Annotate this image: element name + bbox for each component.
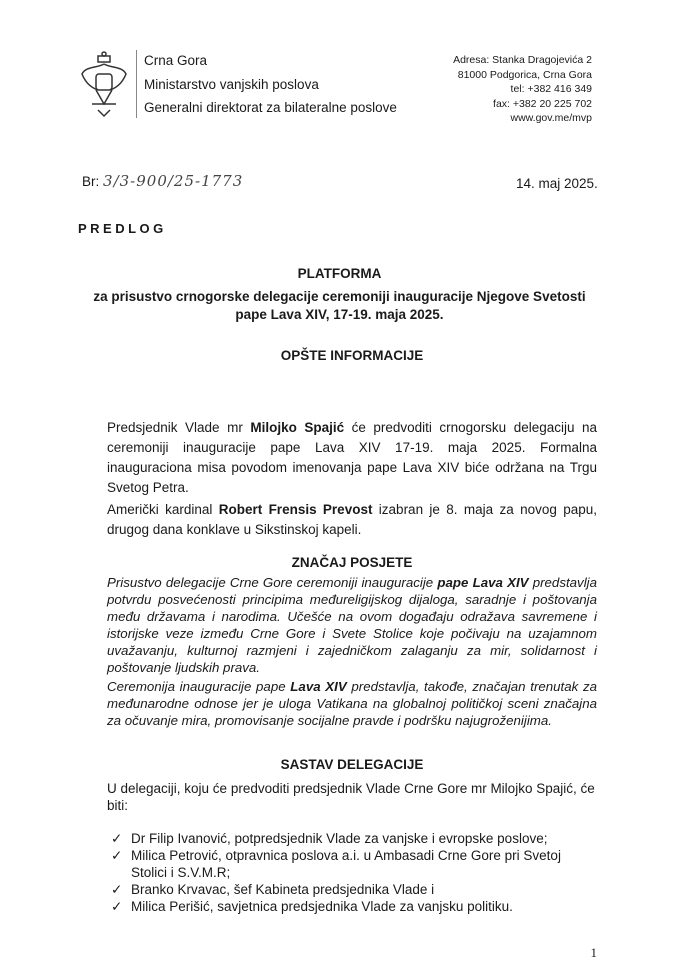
pope-name: Lava XIV bbox=[290, 679, 347, 694]
address-block bbox=[453, 53, 592, 126]
list-item bbox=[107, 830, 597, 847]
text: Prisustvo delegacije Crne Gore ceremoniji inauguracije bbox=[107, 575, 438, 590]
delegation-list bbox=[107, 830, 597, 915]
significance-paragraph-1 bbox=[107, 574, 597, 676]
checkmark-icon: ✓ bbox=[111, 899, 123, 914]
text: izabran je 8. maja za novog papu, drugog dana konklave u Sikstinskoj kapeli. bbox=[107, 502, 597, 537]
checkmark-icon: ✓ bbox=[111, 882, 123, 897]
document-date: 14. maj 2025. bbox=[516, 176, 598, 191]
handwritten-number: 3/3-900/25-1773 bbox=[103, 172, 244, 190]
country-name: Crna Gora bbox=[144, 53, 208, 68]
document-body bbox=[0, 265, 679, 961]
document-title: PLATFORMA bbox=[297, 266, 382, 281]
reference-number bbox=[82, 172, 243, 190]
page-number: 1 bbox=[590, 945, 597, 960]
phone: tel: +382 416 349 bbox=[510, 83, 592, 95]
member: Branko Krvavac, šef Kabineta predsjednika Vlade i bbox=[131, 882, 435, 897]
pm-name: Milojko Spajić bbox=[250, 420, 345, 435]
document-type: PREDLOG bbox=[78, 221, 167, 236]
checkmark-icon: ✓ bbox=[111, 831, 123, 846]
address-line: 81000 Podgorica, Crna Gora bbox=[457, 68, 592, 81]
general-paragraph-2 bbox=[107, 500, 597, 540]
member: Dr Filip Ivanović, potpredsjednik Vlade za vanjske i evropske poslove; bbox=[131, 831, 548, 846]
address-line: Adresa: Stanka Dragojevića 2 bbox=[453, 54, 592, 66]
general-paragraph-1 bbox=[107, 418, 597, 498]
list-item bbox=[107, 847, 597, 881]
document-subtitle bbox=[0, 288, 679, 324]
coat-of-arms-icon bbox=[78, 50, 130, 120]
ministry-name: Ministarstvo vanjskih poslova bbox=[144, 77, 319, 92]
list-item bbox=[107, 898, 597, 915]
list-item bbox=[107, 881, 597, 898]
header-divider bbox=[136, 50, 137, 118]
text: će predvoditi crnogorsku delegaciju na ceremoniji inauguracije pape Lava XIV 17-19. maja 2025. Formalna inauguraciona misa povodom imenovanja pape Lava XIV biće održana na Trgu Svetog Petra. bbox=[107, 420, 598, 495]
text: Američki kardinal bbox=[107, 502, 219, 517]
cardinal-name: Robert Frensis Prevost bbox=[218, 502, 373, 517]
member: Milica Petrović, otpravnica poslova a.i. u Ambasadi Crne Gore pri Svetoj Stolici i S.V.M.R; bbox=[131, 848, 561, 880]
reference-label: Br: bbox=[82, 174, 100, 189]
subtitle-line: za prisustvo crnogorske delegacije ceremoniji inauguracije Njegove Svetosti bbox=[93, 289, 586, 304]
checkmark-icon: ✓ bbox=[111, 848, 123, 863]
text: predstavlja potvrdu posvećenosti principima međureligijskog dijaloga, saradnje i poštovanja među državama i narodima. Učešće na ovom događaju odražava savremene i istorijske veze između Crne Gore i Svete Stolice koje počivaju na uzajamnom uvažavanju, kulturnoj razmjeni i zajedničkom zalaganju za mir, solidarnost i poštovanje ljudskih prava. bbox=[107, 575, 598, 675]
member: Milica Perišić, savjetnica predsjednika Vlade za vanjsku politiku. bbox=[131, 899, 513, 914]
text: Ceremonija inauguracije pape bbox=[107, 679, 291, 694]
pope-name: pape Lava XIV bbox=[437, 575, 529, 590]
text: Predsjednik Vlade mr bbox=[107, 420, 251, 435]
website-link[interactable]: www.gov.me/mvp bbox=[510, 112, 592, 124]
subtitle-line: pape Lava XIV, 17-19. maja 2025. bbox=[235, 307, 444, 322]
text: predstavlja, takođe, značajan trenutak za međunarodne odnose jer je uloga Vatikana na globalnoj političkoj sceni značajna za očuvanje mira, promovisanje socijalne pravde i podršku najugroženijima. bbox=[107, 679, 598, 728]
significance-paragraph-2 bbox=[107, 678, 597, 729]
section-heading-significance: ZNAČAJ POSJETE bbox=[291, 555, 413, 570]
delegation-intro: U delegaciji, koju će predvoditi predsjednik Vlade Crne Gore mr Milojko Spajić, će biti: bbox=[107, 781, 595, 813]
fax: fax: +382 20 225 702 bbox=[493, 97, 592, 110]
section-heading-general: OPŠTE INFORMACIJE bbox=[280, 348, 424, 363]
section-heading-delegation: SASTAV DELEGACIJE bbox=[280, 757, 424, 772]
directorate-name: Generalni direktorat za bilateralne poslove bbox=[144, 100, 397, 115]
